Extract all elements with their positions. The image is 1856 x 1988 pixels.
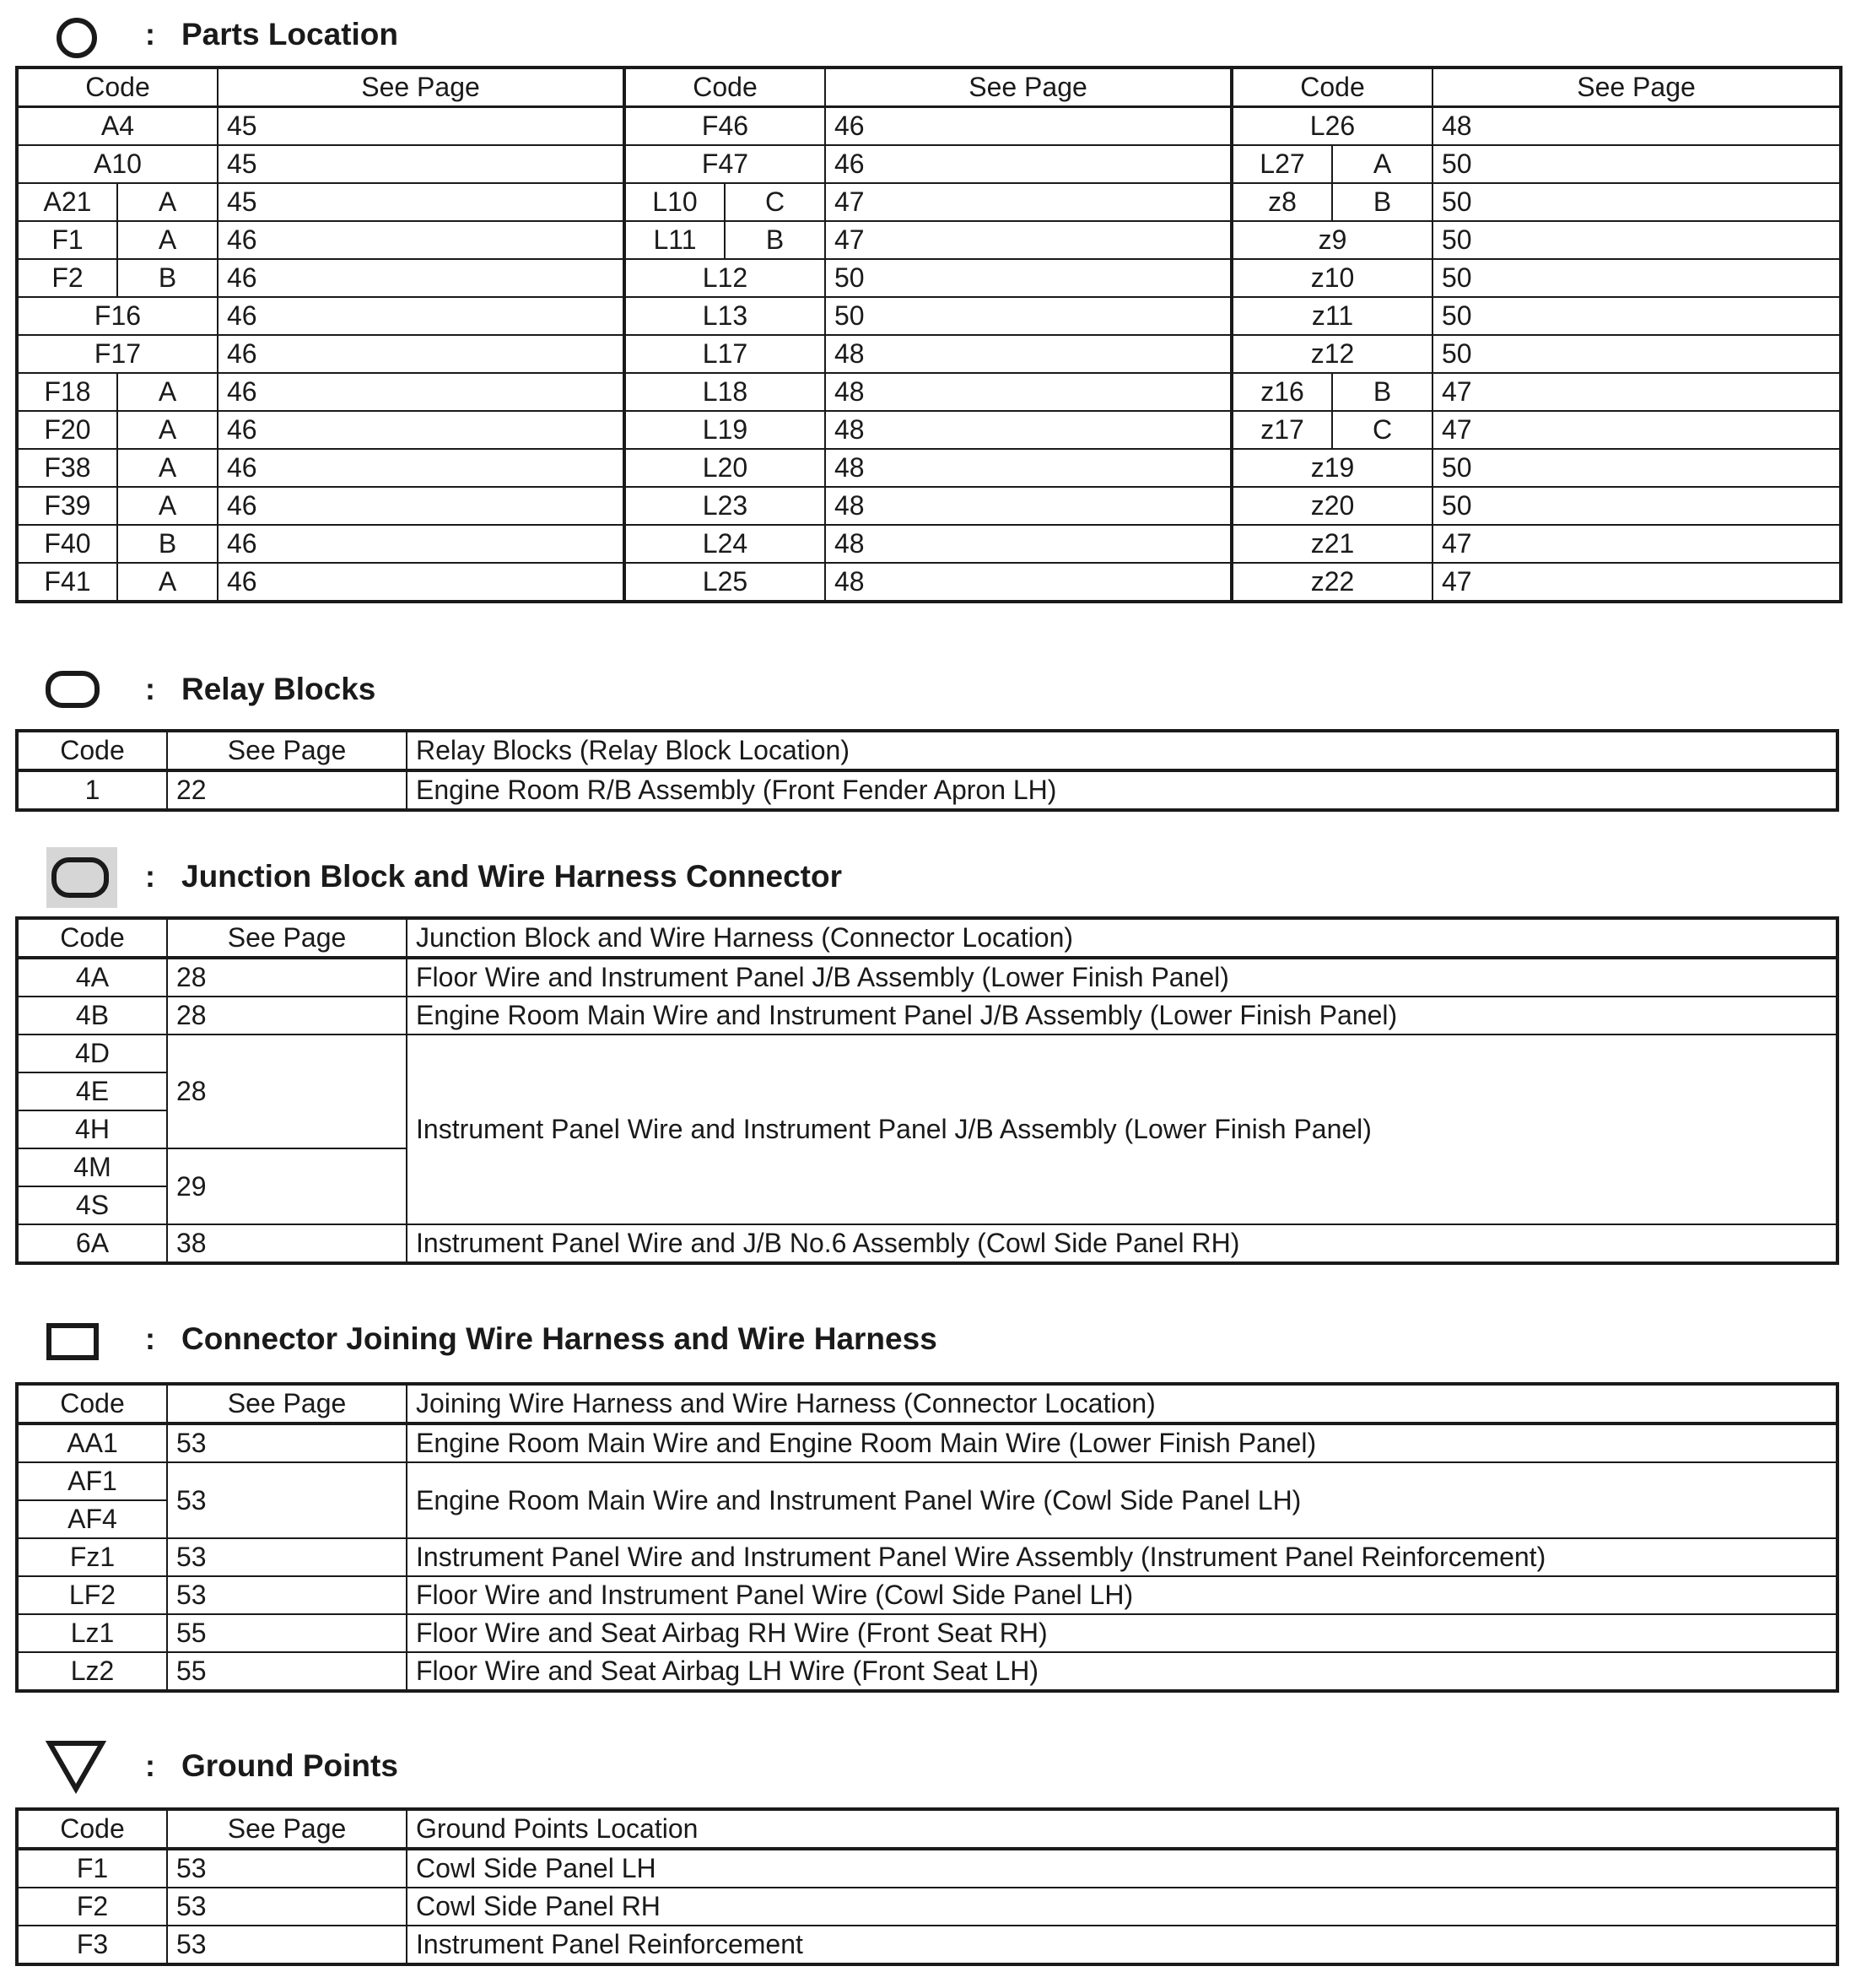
location-cell: Instrument Panel Wire and J/B No.6 Assembly (Cowl Side Panel RH) — [407, 1224, 1837, 1263]
sub-code-cell: B — [117, 525, 218, 563]
code-cell: 4S — [17, 1186, 167, 1224]
page-cell: 50 — [1432, 221, 1841, 259]
parts-location-header — [0, 10, 1856, 61]
table-row — [17, 1224, 1837, 1263]
page-cell: 22 — [167, 770, 407, 810]
col-header-code: Code — [17, 1384, 167, 1423]
code-cell: F16 — [17, 297, 218, 335]
code-cell: F41 — [17, 563, 117, 602]
col-header-location: Relay Blocks (Relay Block Location) — [407, 731, 1837, 770]
code-cell: F46 — [624, 107, 825, 146]
code-cell: F39 — [17, 487, 117, 525]
code-cell: z8 — [1232, 183, 1332, 221]
junction-block-header — [0, 847, 1856, 898]
page-cell: 28 — [167, 1035, 407, 1148]
code-cell: AF1 — [17, 1462, 167, 1500]
code-cell: A10 — [17, 145, 218, 183]
sub-code-cell: C — [725, 183, 825, 221]
page-cell: 50 — [825, 259, 1232, 297]
table-row — [17, 297, 1841, 335]
col-header-see-page: See Page — [167, 731, 407, 770]
code-cell: 4A — [17, 958, 167, 997]
page-cell: 47 — [825, 221, 1232, 259]
col-header-code: Code — [17, 68, 218, 107]
sub-code-cell: A — [117, 411, 218, 449]
code-cell: F38 — [17, 449, 117, 487]
table-row — [17, 1538, 1837, 1576]
page-cell: 53 — [167, 1888, 407, 1926]
page-cell: 47 — [1432, 373, 1841, 411]
header-colon: : — [145, 1321, 155, 1356]
page-cell: 38 — [167, 1224, 407, 1263]
table-header-row — [17, 918, 1837, 958]
page-cell: 46 — [218, 373, 624, 411]
col-header-code: Code — [1232, 68, 1432, 107]
parts-location-table — [15, 66, 1843, 603]
location-cell: Instrument Panel Wire and Instrument Panel Wire Assembly (Instrument Panel Reinforcement) — [407, 1538, 1837, 1576]
code-cell: F20 — [17, 411, 117, 449]
table-row — [17, 1652, 1837, 1691]
code-cell: z16 — [1232, 373, 1332, 411]
section-title: Junction Block and Wire Harness Connector — [181, 859, 842, 894]
col-header-code: Code — [624, 68, 825, 107]
page-cell: 55 — [167, 1614, 407, 1652]
page-cell: 29 — [167, 1148, 407, 1224]
location-cell: Floor Wire and Instrument Panel J/B Assembly (Lower Finish Panel) — [407, 958, 1837, 997]
location-cell: Floor Wire and Seat Airbag LH Wire (Front Seat LH) — [407, 1652, 1837, 1691]
sub-code-cell: A — [117, 487, 218, 525]
page-cell: 28 — [167, 958, 407, 997]
code-cell: L25 — [624, 563, 825, 602]
code-cell: L17 — [624, 335, 825, 373]
code-cell: F2 — [17, 1888, 167, 1926]
code-cell: F3 — [17, 1926, 167, 1964]
code-cell: L18 — [624, 373, 825, 411]
sub-code-cell: A — [117, 449, 218, 487]
page-cell: 45 — [218, 107, 624, 146]
page-cell: 28 — [167, 997, 407, 1035]
code-cell: z10 — [1232, 259, 1432, 297]
code-cell: A21 — [17, 183, 117, 221]
page-cell: 48 — [825, 411, 1232, 449]
col-header-code: Code — [17, 918, 167, 958]
page-cell: 48 — [825, 487, 1232, 525]
code-cell: 1 — [17, 770, 167, 810]
table-row — [17, 563, 1841, 602]
ground-points-table — [15, 1807, 1839, 1966]
header-colon: : — [145, 17, 155, 51]
col-header-see-page: See Page — [1432, 68, 1841, 107]
code-cell: L23 — [624, 487, 825, 525]
sub-code-cell: B — [117, 259, 218, 297]
table-row — [17, 1614, 1837, 1652]
page-cell: 46 — [218, 335, 624, 373]
col-header-location: Joining Wire Harness and Wire Harness (Connector Location) — [407, 1384, 1837, 1423]
table-row — [17, 449, 1841, 487]
code-cell: AA1 — [17, 1423, 167, 1462]
code-cell: Fz1 — [17, 1538, 167, 1576]
page-cell: 50 — [1432, 259, 1841, 297]
sub-code-cell: A — [117, 183, 218, 221]
code-cell: L12 — [624, 259, 825, 297]
code-cell: 4D — [17, 1035, 167, 1072]
sub-code-cell: A — [117, 373, 218, 411]
relay-blocks-table — [15, 729, 1839, 812]
page-cell: 48 — [825, 563, 1232, 602]
rectangle-icon — [46, 1320, 101, 1362]
connector-joining-header — [0, 1315, 1856, 1365]
table-row — [17, 411, 1841, 449]
table-row — [17, 1888, 1837, 1926]
col-header-code: Code — [17, 1809, 167, 1849]
table-row — [17, 1576, 1837, 1614]
code-cell: L27 — [1232, 145, 1332, 183]
connector-joining-table — [15, 1382, 1839, 1693]
header-colon: : — [145, 1748, 155, 1783]
col-header-see-page: See Page — [218, 68, 624, 107]
page-cell: 46 — [218, 449, 624, 487]
page-cell: 48 — [825, 449, 1232, 487]
junction-block-table — [15, 916, 1839, 1265]
sub-code-cell: A — [117, 221, 218, 259]
code-cell: z9 — [1232, 221, 1432, 259]
page-cell: 46 — [218, 487, 624, 525]
page-cell: 55 — [167, 1652, 407, 1691]
code-cell: 6A — [17, 1224, 167, 1263]
code-cell: z11 — [1232, 297, 1432, 335]
code-cell: L13 — [624, 297, 825, 335]
code-cell: z19 — [1232, 449, 1432, 487]
code-cell: 4M — [17, 1148, 167, 1186]
table-row — [17, 997, 1837, 1035]
sub-code-cell: A — [1332, 145, 1432, 183]
location-cell: Floor Wire and Seat Airbag RH Wire (Front Seat RH) — [407, 1614, 1837, 1652]
page-cell: 47 — [825, 183, 1232, 221]
sub-code-cell: B — [725, 221, 825, 259]
code-cell: 4H — [17, 1110, 167, 1148]
page-cell: 53 — [167, 1576, 407, 1614]
code-cell: L24 — [624, 525, 825, 563]
col-header-see-page: See Page — [167, 1384, 407, 1423]
page-cell: 53 — [167, 1926, 407, 1964]
code-cell: z22 — [1232, 563, 1432, 602]
section-title: Relay Blocks — [181, 672, 376, 706]
table-row — [17, 107, 1841, 146]
page-cell: 46 — [218, 259, 624, 297]
code-cell: L26 — [1232, 107, 1432, 146]
col-header-see-page: See Page — [167, 1809, 407, 1849]
relay-blocks-header — [0, 665, 1856, 716]
table-header-row — [17, 1809, 1837, 1849]
code-cell: 4B — [17, 997, 167, 1035]
col-header-see-page: See Page — [825, 68, 1232, 107]
location-cell: Cowl Side Panel RH — [407, 1888, 1837, 1926]
page-cell: 50 — [1432, 183, 1841, 221]
table-row — [17, 373, 1841, 411]
col-header-location: Ground Points Location — [407, 1809, 1837, 1849]
table-row — [17, 958, 1837, 997]
page-cell: 46 — [218, 563, 624, 602]
page-cell: 50 — [1432, 297, 1841, 335]
page-cell: 48 — [825, 335, 1232, 373]
sub-code-cell: C — [1332, 411, 1432, 449]
location-cell: Floor Wire and Instrument Panel Wire (Cowl Side Panel LH) — [407, 1576, 1837, 1614]
page-cell: 48 — [825, 373, 1232, 411]
code-cell: L19 — [624, 411, 825, 449]
page-cell: 46 — [218, 221, 624, 259]
col-header-location: Junction Block and Wire Harness (Connector Location) — [407, 918, 1837, 958]
page-cell: 45 — [218, 183, 624, 221]
table-row — [17, 145, 1841, 183]
sub-code-cell: A — [117, 563, 218, 602]
table-row — [17, 770, 1837, 810]
ground-points-header — [0, 1738, 1856, 1789]
table-row — [17, 221, 1841, 259]
code-cell: z17 — [1232, 411, 1332, 449]
code-cell: L11 — [624, 221, 725, 259]
sub-code-cell: B — [1332, 373, 1432, 411]
code-cell: z21 — [1232, 525, 1432, 563]
code-cell: Lz2 — [17, 1652, 167, 1691]
location-cell: Instrument Panel Reinforcement — [407, 1926, 1837, 1964]
location-cell: Engine Room R/B Assembly (Front Fender Apron LH) — [407, 770, 1837, 810]
code-cell: F40 — [17, 525, 117, 563]
location-cell: Instrument Panel Wire and Instrument Panel J/B Assembly (Lower Finish Panel) — [407, 1035, 1837, 1224]
sub-code-cell: B — [1332, 183, 1432, 221]
circle-icon — [56, 17, 98, 59]
table-row — [17, 1849, 1837, 1888]
page-cell: 47 — [1432, 411, 1841, 449]
table-row — [17, 1035, 1837, 1072]
location-cell: Engine Room Main Wire and Instrument Panel Wire (Cowl Side Panel LH) — [407, 1462, 1837, 1538]
table-row — [17, 525, 1841, 563]
col-header-code: Code — [17, 731, 167, 770]
page-cell: 46 — [825, 107, 1232, 146]
code-cell: AF4 — [17, 1500, 167, 1538]
page-cell: 45 — [218, 145, 624, 183]
location-cell: Engine Room Main Wire and Instrument Panel J/B Assembly (Lower Finish Panel) — [407, 997, 1837, 1035]
header-colon: : — [145, 859, 155, 894]
table-row — [17, 183, 1841, 221]
page-cell: 48 — [825, 525, 1232, 563]
page-cell: 46 — [825, 145, 1232, 183]
table-row — [17, 1926, 1837, 1964]
code-cell: F1 — [17, 221, 117, 259]
table-row — [17, 335, 1841, 373]
page-cell: 50 — [1432, 335, 1841, 373]
code-cell: Lz1 — [17, 1614, 167, 1652]
code-cell: F18 — [17, 373, 117, 411]
page-cell: 50 — [825, 297, 1232, 335]
page-cell: 47 — [1432, 525, 1841, 563]
page-cell: 50 — [1432, 487, 1841, 525]
shaded-rounded-rect-icon — [46, 847, 117, 908]
page-cell: 46 — [218, 411, 624, 449]
triangle-down-icon — [46, 1738, 108, 1794]
table-header-row — [17, 68, 1841, 107]
page-cell: 46 — [218, 525, 624, 563]
table-row — [17, 259, 1841, 297]
code-cell: A4 — [17, 107, 218, 146]
page-cell: 50 — [1432, 145, 1841, 183]
header-colon: : — [145, 672, 155, 706]
table-row — [17, 487, 1841, 525]
page-cell: 47 — [1432, 563, 1841, 602]
table-header-row — [17, 731, 1837, 770]
code-cell: F47 — [624, 145, 825, 183]
page-cell: 50 — [1432, 449, 1841, 487]
page-cell: 53 — [167, 1849, 407, 1888]
page-cell: 53 — [167, 1462, 407, 1538]
location-cell: Engine Room Main Wire and Engine Room Main Wire (Lower Finish Panel) — [407, 1423, 1837, 1462]
code-cell: LF2 — [17, 1576, 167, 1614]
section-title: Ground Points — [181, 1748, 398, 1783]
table-row — [17, 1423, 1837, 1462]
code-cell: L20 — [624, 449, 825, 487]
code-cell: L10 — [624, 183, 725, 221]
page-cell: 46 — [218, 297, 624, 335]
section-title: Parts Location — [181, 17, 398, 51]
page-cell: 53 — [167, 1538, 407, 1576]
code-cell: F17 — [17, 335, 218, 373]
table-row — [17, 1462, 1837, 1500]
code-cell: F1 — [17, 1849, 167, 1888]
section-title: Connector Joining Wire Harness and Wire Harness — [181, 1321, 937, 1356]
page-cell: 48 — [1432, 107, 1841, 146]
col-header-see-page: See Page — [167, 918, 407, 958]
rounded-rect-icon — [45, 668, 100, 710]
code-cell: 4E — [17, 1072, 167, 1110]
code-cell: z20 — [1232, 487, 1432, 525]
code-cell: z12 — [1232, 335, 1432, 373]
table-header-row — [17, 1384, 1837, 1423]
page-cell: 53 — [167, 1423, 407, 1462]
code-cell: F2 — [17, 259, 117, 297]
location-cell: Cowl Side Panel LH — [407, 1849, 1837, 1888]
